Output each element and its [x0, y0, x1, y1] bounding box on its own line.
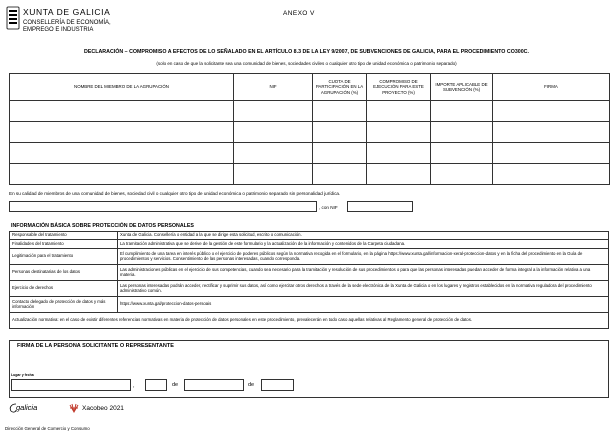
table-row: [10, 281, 609, 297]
place-field[interactable]: [11, 379, 131, 391]
place-date-label: Lugar y fecha: [11, 373, 34, 377]
de-label-1: de: [172, 382, 179, 388]
galicia-logo-text: galicia: [16, 403, 38, 412]
member-amount-cell[interactable]: [431, 143, 493, 164]
declaration-title: DECLARACIÓN – COMPROMISO A EFECTOS DE LO SEÑALADO EN EL ARTÍCULO 8.3 DE LA LEY 9/2007, DE SUBVENCIONES DE GALICIA, PARA EL PROCEDIMIENTO CO300C.: [84, 49, 529, 55]
col-name-header: NOMBRE DEL MIEMBRO DE LA AGRUPACIÓN: [10, 74, 234, 101]
entity-name-field[interactable]: [9, 201, 317, 212]
member-share-cell[interactable]: [313, 143, 367, 164]
dp-value: Las administraciones públicas en el ejercicio de sus competencias, cuando sea necesario para la tramitación y resolución de sus procedimientos o para que las personas interesadas puedan acceder de forma integral a la información relativa a una materia.: [118, 265, 609, 281]
dp-key: Responsable del tratamiento: [10, 232, 118, 240]
dp-key: Contacto delegado de protección de datos y más información: [10, 297, 118, 313]
galicia-logo: [8, 402, 48, 416]
col-commitment-header: COMPROMISO DE EJECUCIÓN PARA ESTE PROYECTO (%): [367, 74, 431, 101]
data-protection-title: INFORMACIÓN BÁSICA SOBRE PROTECCIÓN DE DATOS PERSONALES: [11, 223, 194, 229]
member-nif-cell[interactable]: [234, 164, 313, 185]
table-row: [10, 143, 610, 164]
member-signature-cell[interactable]: [493, 101, 610, 122]
table-row: [10, 313, 609, 329]
org-sub-2: EMPREGO E INDUSTRIA: [23, 27, 94, 33]
member-share-cell[interactable]: [313, 101, 367, 122]
data-protection-table: [9, 231, 609, 329]
member-amount-cell[interactable]: [431, 164, 493, 185]
member-commitment-cell[interactable]: [367, 164, 431, 185]
member-signature-cell[interactable]: [493, 122, 610, 143]
table-row: [10, 240, 609, 249]
member-name-cell[interactable]: [10, 164, 234, 185]
table-row: [10, 249, 609, 265]
dp-key: Finalidades del tratamiento: [10, 240, 118, 249]
member-signature-cell[interactable]: [493, 164, 610, 185]
dp-key: Legitimación para el tratamiento: [10, 249, 118, 265]
dp-value: El cumplimiento de una tarea en interés público o el ejercicio de poderes públicos según la normativa recogida en el formulario, en la página https://www.xunta.gal/informacion-xeral-proteccion-datos y en la ficha del procedimiento en la Guía de procedimientos y servicios. Consentimiento de las personas interesadas, cuando corresponda.: [118, 249, 609, 265]
xunta-shield-icon: [6, 6, 20, 32]
org-department: [23, 20, 111, 34]
member-nif-cell[interactable]: [234, 122, 313, 143]
table-row: [10, 297, 609, 313]
dp-value: Xunta de Galicia. Consellería o entidad a la que se dirige esta solicitud, escrito o comunicación.: [118, 232, 609, 240]
signature-title: FIRMA DE LA PERSONA SOLICITANTE O REPRESENTANTE: [17, 343, 174, 349]
nif-label: , con NIF: [319, 205, 338, 210]
org-sub-1: CONSELLERÍA DE ECONOMÍA,: [23, 20, 111, 26]
table-row: [10, 101, 610, 122]
col-nif-header: NIF: [234, 74, 313, 101]
member-commitment-cell[interactable]: [367, 122, 431, 143]
members-table-header: [10, 74, 610, 101]
member-nif-cell[interactable]: [234, 143, 313, 164]
dp-value: Las personas interesadas podrán acceder, rectificar y suprimir sus datos, así como ejercitar otros derechos a través de la sede electrónica de la Xunta de Galicia o en los lugares y registros establecidos en la normativa reguladora del procedimiento administrativo común.: [118, 281, 609, 297]
member-commitment-cell[interactable]: [367, 101, 431, 122]
member-commitment-cell[interactable]: [367, 143, 431, 164]
dp-footnote: Actualización normativa: en el caso de existir diferentes referencias normativas en materia de protección de datos personales en este procedimiento, prevalecerán en todo caso aquellas relativas al Reglamento general de protección de datos.: [10, 313, 609, 329]
member-name-cell[interactable]: [10, 143, 234, 164]
table-row: [10, 122, 610, 143]
member-signature-cell[interactable]: [493, 143, 610, 164]
month-field[interactable]: [184, 379, 244, 391]
declaration-note: (solo en caso de que la solicitante sea una comunidad de bienes, sociedades civiles o cualquier otro tipo de unidad económica o patrimonio separado): [156, 61, 457, 66]
department-name: Dirección General de Comercio y Consumo: [5, 426, 90, 431]
annex-label: ANEXO V: [283, 10, 315, 17]
member-share-cell[interactable]: [313, 122, 367, 143]
col-amount-header: IMPORTE APLICABLE DE SUBVENCIÓN (%): [431, 74, 493, 101]
member-name-cell[interactable]: [10, 101, 234, 122]
org-name: XUNTA DE GALICIA: [23, 7, 111, 17]
xacobeo-shell-icon: [68, 402, 80, 414]
member-statement: En su calidad de miembros de una comunidad de bienes, sociedad civil o cualquier otro tipo de unidad económica o patrimonio separado sin personalidad jurídica.: [9, 191, 341, 196]
xunta-logo: [6, 6, 156, 46]
de-label-2: de: [248, 382, 255, 388]
table-row: [10, 232, 609, 240]
dp-key: Personas destinatarias de los datos: [10, 265, 118, 281]
col-signature-header: FIRMA: [493, 74, 610, 101]
entity-nif-field[interactable]: [347, 201, 413, 212]
xacobeo-logo: [68, 402, 138, 416]
member-amount-cell[interactable]: [431, 101, 493, 122]
dp-value: La tramitación administrativa que se derive de la gestión de este formulario y la actualización de la información y contenidos de la Carpeta ciudadana.: [118, 240, 609, 249]
member-amount-cell[interactable]: [431, 122, 493, 143]
table-row: [10, 164, 610, 185]
member-nif-cell[interactable]: [234, 101, 313, 122]
comma-separator: ,: [133, 383, 135, 389]
table-row: [10, 265, 609, 281]
dp-key: Ejercicio de derechos: [10, 281, 118, 297]
col-share-header: CUOTA DE PARTICIPACIÓN EN LA AGRUPACIÓN (%): [313, 74, 367, 101]
day-field[interactable]: [145, 379, 167, 391]
dp-link[interactable]: https://www.xunta.gal/proteccion-datos-persoais: [118, 297, 609, 313]
member-share-cell[interactable]: [313, 164, 367, 185]
xacobeo-logo-text: Xacobeo 2021: [82, 405, 124, 412]
year-field[interactable]: [261, 379, 294, 391]
member-name-cell[interactable]: [10, 122, 234, 143]
members-table: [9, 73, 610, 185]
